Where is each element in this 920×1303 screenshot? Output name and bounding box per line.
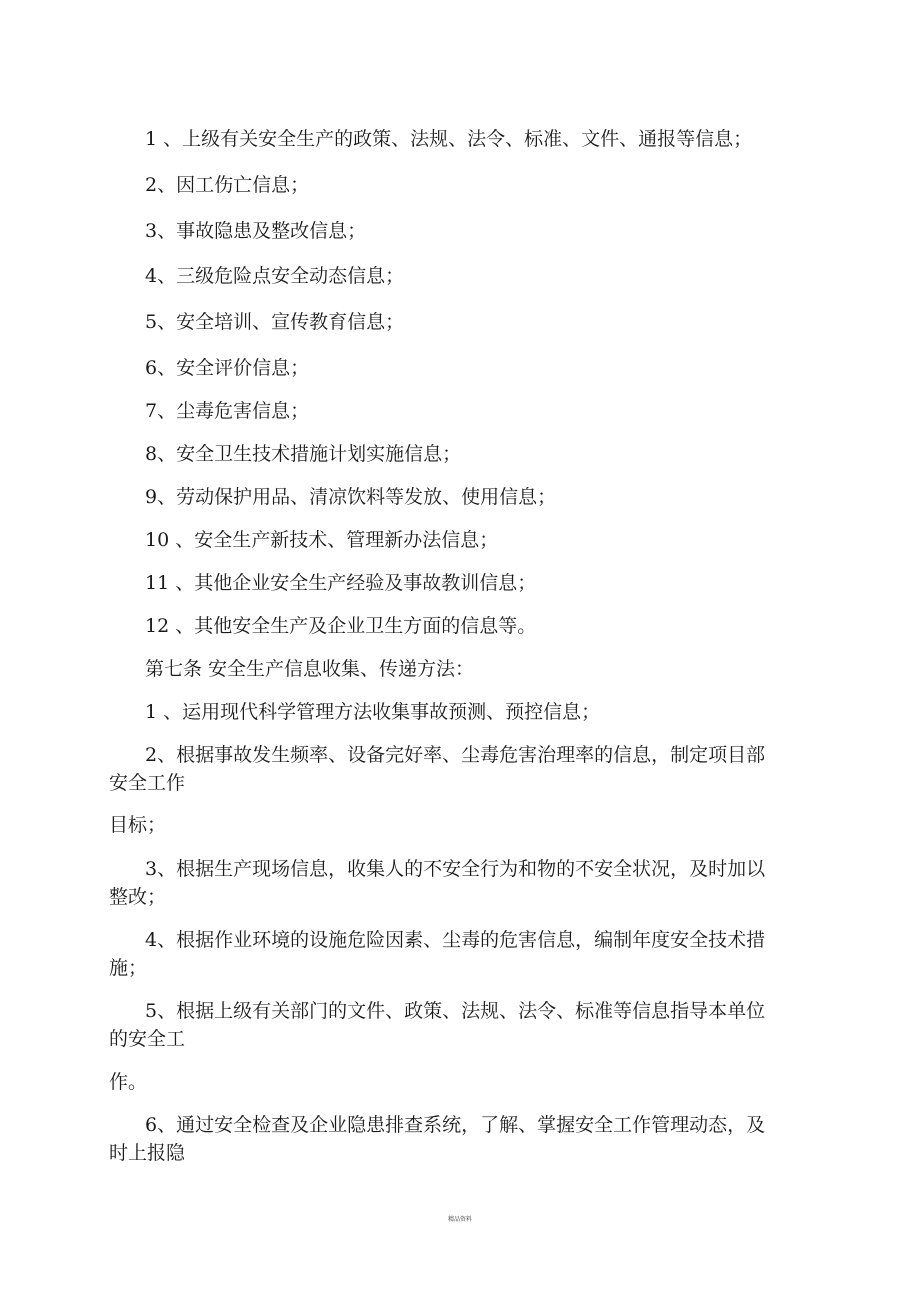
- method-item-2-cont: 安全工作: [109, 772, 186, 794]
- method-item-6-cont: 时上报隐: [109, 1142, 186, 1164]
- list-item-4: 4、三级危险点安全动态信息；: [145, 265, 405, 287]
- list-item-2: 2、因工伤亡信息；: [145, 174, 310, 196]
- list-item-10: 10 、安全生产新技术、管理新办法信息；: [145, 529, 499, 551]
- method-item-2: 2、根据事故发生频率、设备完好率、尘毒危害治理率的信息，制定项目部: [145, 744, 766, 766]
- method-item-4: 4、根据作业环境的设施危险因素、尘毒的危害信息，编制年度安全技术措: [145, 929, 766, 951]
- method-item-5-cont: 的安全工: [109, 1028, 186, 1050]
- page-footer: 精品资料: [447, 1216, 472, 1223]
- article-heading: 第七条 安全生产信息收集、传递方法：: [145, 658, 475, 680]
- list-item-12: 12 、其他安全生产及企业卫生方面的信息等。: [145, 615, 537, 637]
- method-item-3: 3、根据生产现场信息，收集人的不安全行为和物的不安全状况，及时加以: [145, 858, 766, 880]
- method-item-5: 5、根据上级有关部门的文件、政策、法规、法令、标准等信息指导本单位: [145, 1000, 766, 1022]
- method-item-3-cont: 整改；: [109, 886, 167, 908]
- list-item-7: 7、尘毒危害信息；: [145, 400, 310, 422]
- method-item-6: 6、通过安全检查及企业隐患排查系统，了解、掌握安全工作管理动态，及: [145, 1114, 766, 1136]
- method-item-2-cont2: 目标；: [109, 814, 167, 836]
- method-item-5-cont2: 作。: [109, 1071, 148, 1093]
- method-item-4-cont: 施；: [109, 957, 148, 979]
- list-item-9: 9、劳动保护用品、清凉饮料等发放、使用信息；: [145, 486, 557, 508]
- list-item-3: 3、事故隐患及整改信息；: [145, 220, 367, 242]
- list-item-6: 6、安全评价信息；: [145, 357, 310, 379]
- method-item-1: 1 、运用现代科学管理方法收集事故预测、预控信息；: [145, 701, 601, 723]
- list-item-11: 11 、其他企业安全生产经验及事故教训信息；: [145, 572, 537, 594]
- list-item-1: 1 、上级有关安全生产的政策、法规、法令、标准、文件、通报等信息；: [145, 128, 753, 150]
- list-item-8: 8、安全卫生技术措施计划实施信息；: [145, 443, 462, 465]
- list-item-5: 5、安全培训、宣传教育信息；: [145, 311, 405, 333]
